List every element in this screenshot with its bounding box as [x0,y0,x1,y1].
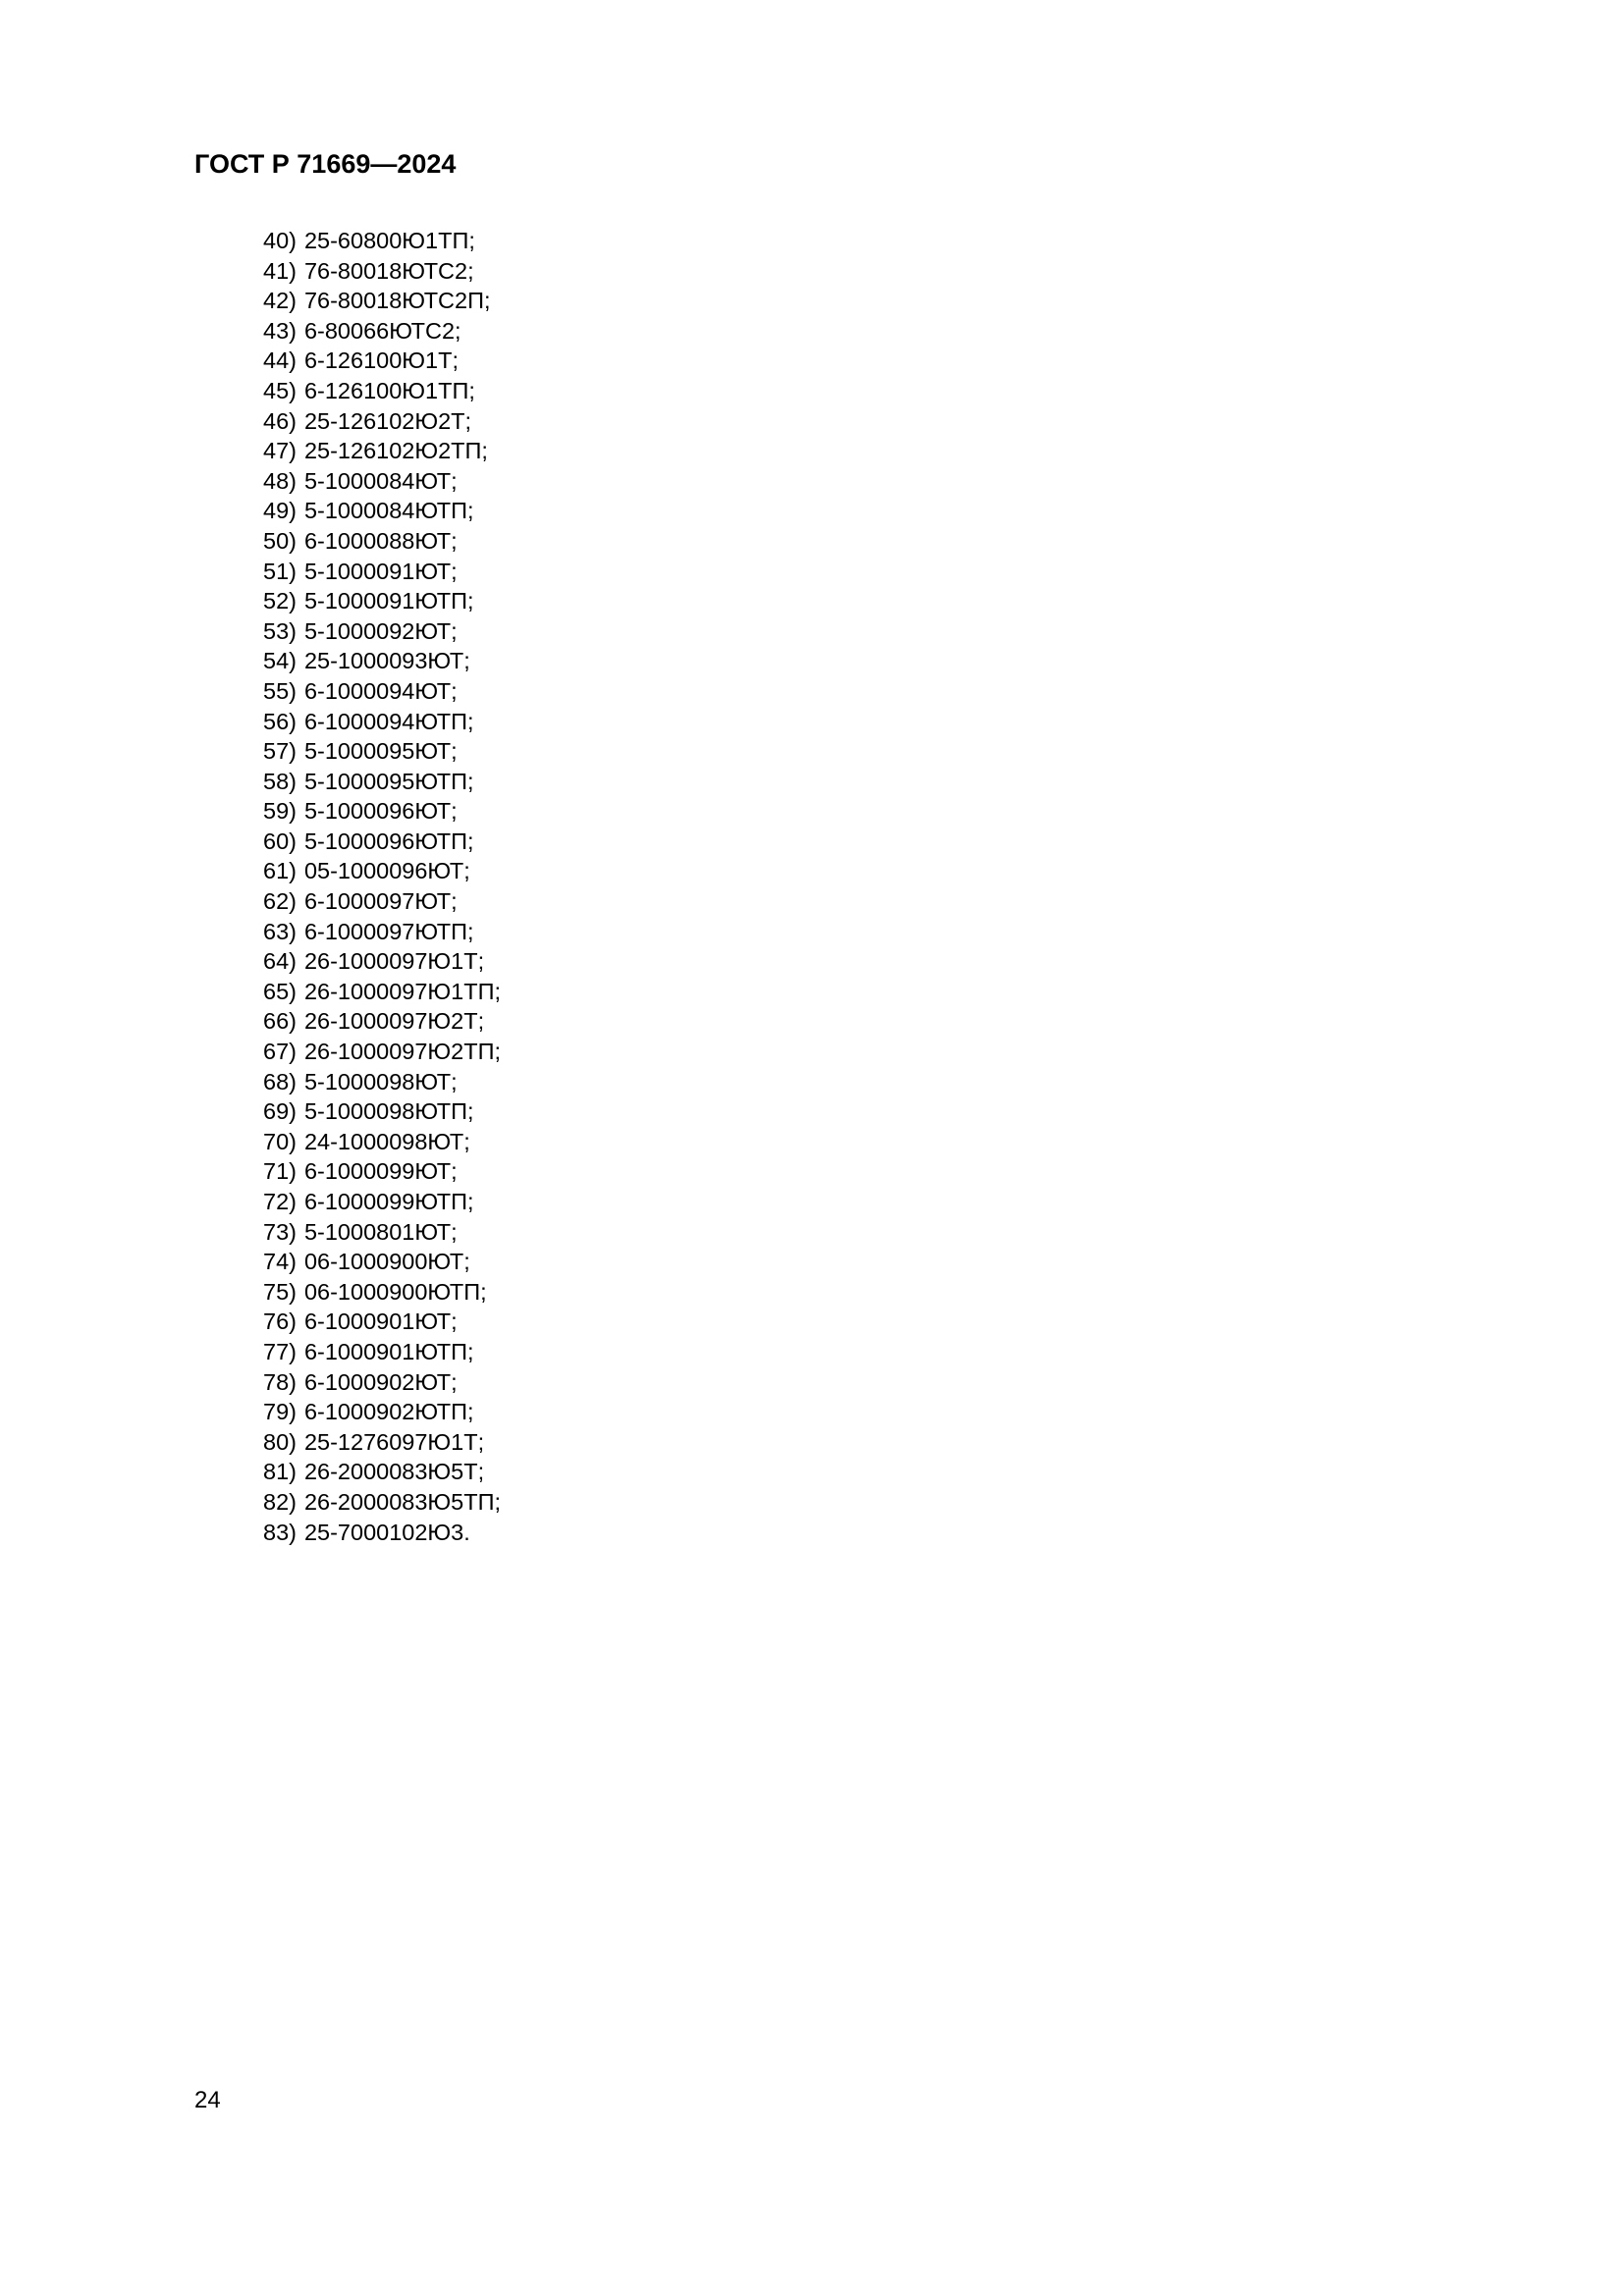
list-item [263,796,501,827]
list-item-number: 67) [263,1039,297,1065]
list-item [263,256,501,287]
list-item-code: 76-80018ЮТС2; [303,257,474,284]
list-item [263,1127,501,1157]
list-item-code: 5-1000091ЮТП; [303,588,474,614]
list-item [263,496,501,526]
list-item-code: 5-1000096ЮТ; [303,798,458,825]
list-item-number: 44) [263,347,297,374]
list-item [263,466,501,497]
list-item-number: 82) [263,1488,297,1515]
list-item [263,1487,501,1518]
list-item-number: 81) [263,1459,297,1485]
list-item [263,586,501,616]
list-item-code: 5-1000096ЮТП; [303,828,474,854]
list-item [263,1427,501,1458]
list-item [263,1367,501,1398]
list-item-code: 25-60800Ю1ТП; [303,228,475,253]
list-item-number: 68) [263,1068,297,1095]
list-item [263,886,501,917]
list-item [263,977,501,1007]
list-item-number: 61) [263,858,297,884]
list-item-code: 05-1000096ЮТ; [303,858,470,884]
bearing-code-list [263,226,501,1547]
list-item-code: 6-1000088ЮТ; [303,527,458,554]
page-header-standard-id: ГОСТ Р 71669—2024 [194,149,457,179]
list-item-code: 5-1000095ЮТ; [303,738,458,765]
list-item-code: 25-126102Ю2Т; [303,407,472,434]
list-item-number: 43) [263,317,297,344]
list-item-code: 26-2000083Ю5Т; [303,1459,485,1485]
list-item [263,1337,501,1367]
list-item-number: 64) [263,948,297,975]
list-item [263,917,501,947]
list-item-number: 74) [263,1249,297,1275]
list-item [263,1247,501,1277]
list-item-code: 6-80066ЮТС2; [303,317,461,344]
list-item-number: 60) [263,828,297,854]
list-item [263,646,501,676]
list-item [263,526,501,557]
list-item-code: 26-1000097Ю1Т; [303,948,485,975]
list-item [263,557,501,587]
list-item-code: 24-1000098ЮТ; [303,1128,470,1154]
list-item-number: 53) [263,617,297,644]
list-item-number: 76) [263,1308,297,1335]
list-item-number: 40) [263,228,297,253]
list-item [263,1518,501,1548]
list-item [263,676,501,707]
list-item-code: 6-1000099ЮТ; [303,1158,458,1185]
list-item-number: 70) [263,1128,297,1154]
list-item-code: 5-1000095ЮТП; [303,768,474,794]
list-item-number: 47) [263,438,297,464]
list-item-code: 5-1000098ЮТП; [303,1098,474,1125]
list-item-code: 6-1000097ЮТП; [303,918,474,944]
list-item [263,1067,501,1097]
list-item-code: 6-126100Ю1ТП; [303,377,475,403]
list-item-number: 75) [263,1278,297,1305]
list-item-code: 5-1000098ЮТ; [303,1068,458,1095]
list-item-number: 55) [263,677,297,704]
list-item-number: 59) [263,798,297,825]
list-item-number: 57) [263,738,297,765]
list-item-number: 79) [263,1399,297,1425]
list-item-number: 66) [263,1008,297,1035]
list-item-code: 25-1000093ЮТ; [303,648,470,674]
list-item-code: 6-1000901ЮТП; [303,1338,474,1364]
list-item-code: 26-1000097Ю1ТП; [303,978,502,1004]
list-item [263,1096,501,1127]
list-item-number: 71) [263,1158,297,1185]
list-item [263,376,501,406]
list-item [263,316,501,347]
list-item-number: 42) [263,288,297,314]
list-item-number: 54) [263,648,297,674]
list-item-code: 6-1000094ЮТП; [303,708,474,734]
list-item-code: 5-1000092ЮТ; [303,617,458,644]
list-item-code: 06-1000900ЮТП; [303,1278,487,1305]
list-item-number: 50) [263,527,297,554]
list-item-code: 6-1000094ЮТ; [303,677,458,704]
list-item-number: 63) [263,918,297,944]
list-item-code: 6-1000902ЮТ; [303,1368,458,1395]
list-item-code: 5-1000084ЮТП; [303,498,474,524]
list-item-number: 51) [263,558,297,584]
list-item-code: 76-80018ЮТС2П; [303,288,491,314]
list-item [263,406,501,437]
list-item [263,1307,501,1337]
list-item-code: 25-7000102Ю3. [303,1519,470,1545]
list-item [263,1277,501,1308]
list-item [263,707,501,737]
list-item-number: 62) [263,888,297,915]
list-item [263,286,501,316]
list-item-number: 58) [263,768,297,794]
list-item [263,1397,501,1427]
list-item [263,616,501,647]
list-item [263,736,501,767]
list-item-number: 73) [263,1218,297,1245]
list-item-number: 69) [263,1098,297,1125]
list-item [263,1037,501,1067]
list-item [263,1187,501,1217]
list-item-number: 46) [263,407,297,434]
list-item-code: 25-126102Ю2ТП; [303,438,488,464]
list-item-number: 45) [263,377,297,403]
list-item-code: 6-126100Ю1Т; [303,347,459,374]
list-item [263,346,501,376]
list-item [263,767,501,797]
list-item-number: 80) [263,1428,297,1455]
list-item-number: 52) [263,588,297,614]
list-item-code: 6-1000097ЮТ; [303,888,458,915]
list-item-number: 49) [263,498,297,524]
list-item-number: 41) [263,257,297,284]
list-item-code: 6-1000901ЮТ; [303,1308,458,1335]
list-item-number: 48) [263,467,297,494]
list-item-number: 77) [263,1338,297,1364]
list-item [263,1217,501,1248]
list-item-number: 65) [263,978,297,1004]
list-item [263,436,501,466]
list-item-code: 06-1000900ЮТ; [303,1249,470,1275]
list-item-code: 26-2000083Ю5ТП; [303,1488,502,1515]
list-item-code: 5-1000084ЮТ; [303,467,458,494]
list-item-code: 25-1276097Ю1Т; [303,1428,485,1455]
list-item-code: 26-1000097Ю2ТП; [303,1039,502,1065]
list-item [263,856,501,886]
list-item-number: 56) [263,708,297,734]
list-item-code: 6-1000099ЮТП; [303,1189,474,1214]
list-item [263,827,501,857]
list-item-code: 5-1000091ЮТ; [303,558,458,584]
page-number: 24 [194,2087,221,2113]
list-item [263,1457,501,1487]
list-item [263,946,501,977]
list-item-code: 6-1000902ЮТП; [303,1399,474,1425]
list-item-code: 26-1000097Ю2Т; [303,1008,485,1035]
list-item-number: 78) [263,1368,297,1395]
list-item [263,226,501,256]
list-item [263,1006,501,1037]
list-item-code: 5-1000801ЮТ; [303,1218,458,1245]
list-item-number: 72) [263,1189,297,1214]
list-item-number: 83) [263,1519,297,1545]
list-item [263,1156,501,1187]
